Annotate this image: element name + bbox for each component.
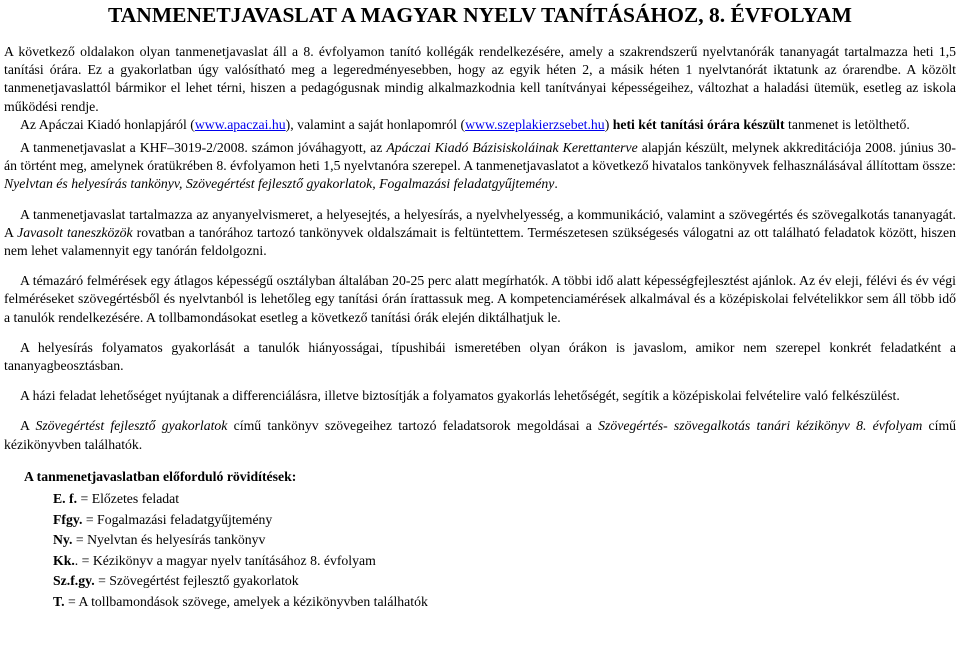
szeplakierzsebet-link[interactable]: www.szeplakierzsebet.hu	[465, 116, 605, 132]
abbreviation-value: = Előzetes feladat	[77, 491, 180, 507]
approval-text-2: alapján készült, melynek akkreditációja 2008. június 30-án történt meg, amelynek óratükrében 8. évfolyamon heti 1,5 nyelvtanóra szerepel. A tanmenetjavaslatot a következő hivatalos tankönyvek felhasználásával állítottam össze:	[4, 140, 956, 174]
approval-italic-2: Nyelvtan és helyesírás tankönyv, Szövegértést fejlesztő gyakorlatok, Fogalmazási feladatgyűjtemény	[4, 176, 555, 192]
abbreviation-key: Ny.	[53, 532, 73, 548]
list-item	[53, 530, 956, 551]
list-item	[53, 571, 956, 592]
content-text-2: rovatban a tanórához tartozó tankönyvek oldalszámait is feltüntettem. Természetesen szükségesés válogatni az ott található feladatok között, hiszen nem lehet valamennyit egy tanórán feldolgozni.	[4, 224, 956, 259]
list-item	[53, 592, 956, 613]
abbreviation-key: T.	[53, 593, 65, 609]
abbreviation-value: = Nyelvtan és helyesírás tankönyv	[72, 532, 266, 548]
homework-paragraph	[4, 387, 956, 405]
abbreviation-value: . = Kézikönyv a magyar nyelv tanításához 8. évfolyam	[74, 552, 376, 568]
abbreviation-value: = A tollbamondások szövege, amelyek a kézikönyvben találhatók	[64, 593, 428, 609]
content-italic-1: Javasolt taneszközök	[17, 224, 133, 240]
abbreviation-key: Kk.	[53, 552, 75, 568]
assessment-text: A témazáró felmérések egy átlagos képességű osztályban általában 20-25 perc alatt megírhatók. A többi idő alatt képességfejlesztést ajánlok. Az év eleji, félévi és év végi felméréseket szövegértésből és nyelvtanból is lehetőleg egy tanítási órán írattassuk meg. A kompetenciamérések alkalmával és a középiskolai felvételikkor sem áll több idő a tanulók rendelkezésére. A tollbamondásokat esetleg a következő tanítási órák elején diktálhatjuk le.	[4, 273, 956, 325]
abbreviation-value: = Fogalmazási feladatgyűjtemény	[82, 511, 273, 527]
download-text-2: ), valamint a saját honlapomról (	[285, 116, 466, 132]
download-bold-text: heti két tanítási órára készült	[612, 116, 785, 132]
approval-italic-1: Apáczai Kiadó Bázisiskoláinak Kerettanterve	[386, 140, 638, 156]
abbreviation-key: Ffgy.	[53, 511, 83, 527]
abbreviation-key: E. f.	[53, 491, 78, 507]
exercises-italic-2: Szövegértés- szövegalkotás tanári kézikönyv 8. évfolyam	[598, 418, 923, 434]
intro-paragraph	[4, 43, 956, 116]
abbreviations-heading: A tanmenetjavaslatban előforduló rövidítések:	[24, 468, 297, 484]
approval-text-1: A tanmenetjavaslat a KHF–3019-2/2008. számon jóváhagyott, az	[20, 140, 387, 156]
document-title: TANMENETJAVASLAT A MAGYAR NYELV TANÍTÁSÁHOZ, 8. ÉVFOLYAM	[108, 3, 852, 27]
exercises-text-3: című kézikönyvben találhatók.	[4, 418, 957, 452]
exercises-italic-1: Szövegértést fejlesztő gyakorlatok	[35, 418, 228, 434]
abbreviations-list	[53, 489, 956, 612]
content-paragraph	[4, 206, 956, 261]
exercises-text-1: A	[20, 418, 36, 434]
abbreviation-key: Sz.f.gy.	[53, 573, 95, 589]
assessment-paragraph	[4, 272, 956, 327]
download-paragraph	[4, 116, 956, 134]
abbreviation-value: = Szövegértést fejlesztő gyakorlatok	[94, 573, 299, 589]
exercises-text-2: című tankönyv szövegeihez tartozó feladatsorok megoldásai a	[227, 418, 599, 434]
intro-text: A következő oldalakon olyan tanmenetjavaslat áll a 8. évfolyamon tanító kollégák rendelkezésére, amely a szakrendszerű nyelvtanórák tananyagát tartalmazza heti 1,5 tanítási órára. Ez a gyakorlatban úgy valósítható meg a legeredményesebben, hogy az egyik héten 2, a másik héten 1 nyelvtanórát iktatunk az órarendbe. A közölt tanmenetjavaslattól bármikor el lehet térni, hiszen a pedagógusnak mindig alkalmazkodnia kell tanítványai képességeihez, változhat a haladási ütemük, esetleg az iskola működési rendje.	[4, 44, 956, 114]
list-item	[53, 489, 956, 510]
content-text-1: A tanmenetjavaslat tartalmazza az anyanyelvismeret, a helyesejtés, a helyesírás, a nyelvhelyesség, a kommunikáció, valamint a szövegértés és szövegalkotás tananyagát. A	[4, 206, 956, 240]
list-item	[53, 510, 956, 531]
download-text-4: tanmenet is letölthető.	[784, 116, 910, 132]
spelling-paragraph	[4, 339, 956, 375]
spelling-text: A helyesírás folyamatos gyakorlását a tanulók hiányosságai, típushibái ismeretében olyan órákon is javaslom, amikor nem szerepel konkrét feladatként a tananyagbeosztásban.	[4, 339, 956, 374]
approval-paragraph	[4, 139, 956, 194]
download-text-3: )	[604, 116, 613, 132]
list-item	[53, 551, 956, 572]
apaczai-link[interactable]: www.apaczai.hu	[194, 116, 286, 132]
download-text-1: Az Apáczai Kiadó honlapjáról (	[20, 116, 195, 132]
approval-text-3: .	[554, 176, 558, 192]
homework-text: A házi feladat lehetőséget nyújtanak a differenciálásra, illetve biztosítják a folyamatos gyakorlás lehetőségét, segítik a középiskolai felvételire való felkészülést.	[20, 388, 900, 404]
exercises-paragraph	[4, 417, 956, 453]
